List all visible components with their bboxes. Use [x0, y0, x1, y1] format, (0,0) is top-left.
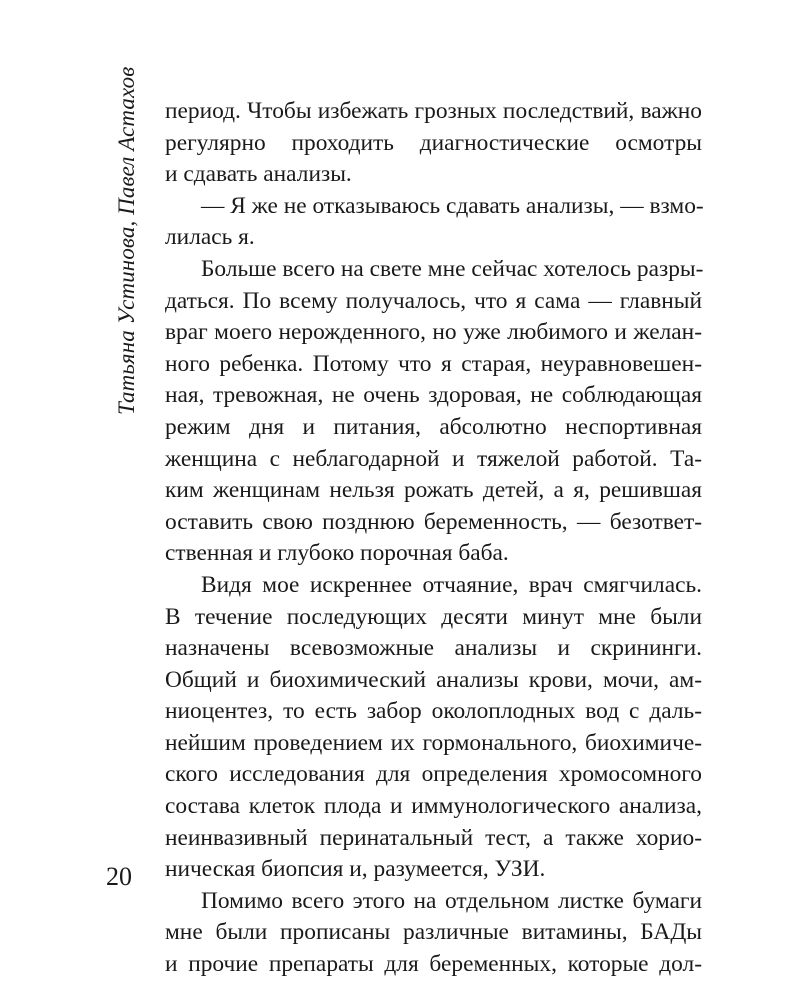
text-line: состава клеток плода и иммунологического анализа,: [165, 793, 702, 820]
text-line: ного ребенка. Потому что я старая, неуравновешен-: [165, 350, 702, 377]
text-line: мне были прописаны различные витамины, БАДы: [165, 919, 702, 946]
running-head: Татьяна Устинова, Павел Астахов: [114, 66, 139, 415]
text-line: ственная и глубоко порочная баба.: [165, 540, 509, 567]
text-line: ниоцентез, то есть забор околоплодных вод с даль-: [165, 698, 702, 725]
text-line: Видя мое искреннее отчаяние, врач смягчилась.: [201, 571, 702, 598]
text-line: Общий и биохимический анализы крови, мочи, ам-: [165, 666, 702, 693]
text-line: враг моего нерожденного, но уже любимого и желан-: [165, 319, 702, 346]
text-line: Больше всего на свете мне сейчас хотелось разры-: [201, 255, 704, 282]
text-line: назначены всевозможные анализы и скрининги.: [165, 635, 702, 662]
text-line: режим дня и питания, абсолютно неспортивная: [165, 413, 702, 440]
text-line: — Я же не отказываюсь сдавать анализы, — взмо-: [201, 192, 704, 219]
text-line: и сдавать анализы.: [165, 161, 352, 188]
text-line: неинвазивный перинатальный тест, а также хорио-: [165, 824, 702, 851]
text-line: ная, тревожная, не очень здоровая, не соблюдающая: [165, 382, 702, 409]
text-line: В течение последующих десяти минут мне были: [165, 603, 702, 630]
text-line: регулярно проходить диагностические осмотры: [165, 129, 702, 156]
text-line: ким женщинам нельзя рожать детей, а я, решившая: [165, 477, 702, 504]
text-line: период. Чтобы избежать грозных последствий, важно: [165, 98, 702, 124]
text-line: ническая биопсия и, разумеется, УЗИ.: [165, 856, 546, 883]
text-line: Помимо всего этого на отдельном листке бумаги: [201, 887, 702, 914]
text-line: ского исследования для определения хромосомного: [165, 761, 702, 788]
text-line: даться. По всему получалось, что я сама — главный: [165, 287, 702, 314]
body-text: [165, 96, 702, 981]
text-line: женщина с неблагодарной и тяжелой работой. Та-: [165, 445, 702, 472]
text-line: нейшим проведением их гормонального, биохимиче-: [165, 729, 702, 756]
page-number: 20: [106, 862, 132, 891]
text-line: и прочие препараты для беременных, которые дол-: [165, 951, 702, 978]
text-line: лилась я.: [165, 224, 255, 251]
text-line: оставить свою позднюю беременность, — безответ-: [165, 508, 702, 535]
